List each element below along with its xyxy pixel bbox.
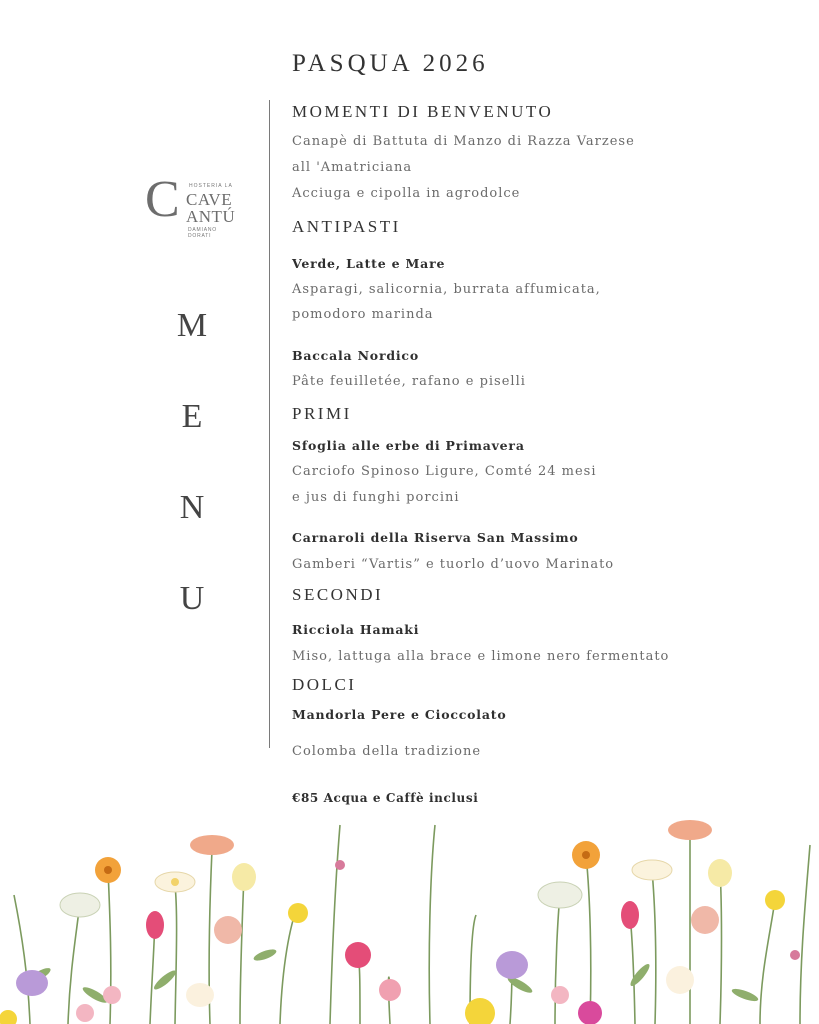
vertical-divider: [269, 100, 270, 748]
section-title-primi: PRIMI: [292, 404, 352, 423]
wildflowers-icon: [0, 805, 819, 1024]
dish-name: Ricciola Hamaki: [292, 622, 420, 637]
menu-letter: N: [179, 489, 205, 526]
dish-description: e jus di funghi porcini: [292, 490, 460, 505]
dish-description: pomodoro marinda: [292, 307, 434, 322]
section-title-secondi: SECONDI: [292, 585, 384, 604]
dish-description: Carciofo Spinoso Ligure, Comté 24 mesi: [292, 464, 597, 479]
logo-letter: C: [145, 171, 180, 228]
section-title-benvenuto: MOMENTI DI BENVENUTO: [292, 102, 554, 121]
menu-letter: M: [176, 307, 208, 344]
section-title-antipasti: ANTIPASTI: [292, 217, 401, 236]
item-description: Canapè di Battuta di Manzo di Razza Varzese: [292, 134, 635, 149]
dish-description: Gamberi “Vartis” e tuorlo d’uovo Marinato: [292, 557, 615, 572]
dish-name: Carnaroli della Riserva San Massimo: [292, 530, 579, 545]
dish-name: Sfoglia alle erbe di Primavera: [292, 438, 525, 453]
logo-small-bottom: DAMIANO DORATI: [188, 227, 217, 239]
dish-name: Baccala Nordico: [292, 348, 419, 363]
dish-name: Mandorla Pere e Cioccolato: [292, 707, 507, 722]
menu-vertical-label: [170, 306, 214, 670]
dish-name: Verde, Latte e Mare: [292, 256, 446, 271]
dish-description: Asparagi, salicornia, burrata affumicata,: [292, 282, 601, 297]
logo-small-top: HOSTERIA LA: [189, 183, 233, 189]
logo-word-2: ANTÚ: [186, 207, 236, 226]
page-title: PASQUA 2026: [292, 50, 489, 77]
menu-letter: E: [181, 398, 203, 435]
item-description: all 'Amatriciana: [292, 160, 413, 175]
item-description: Acciuga e cipolla in agrodolce: [292, 186, 521, 201]
logo-word-1: CAVE: [186, 190, 233, 209]
section-title-dolci: DOLCI: [292, 675, 357, 694]
dish-description: Colomba della tradizione: [292, 744, 482, 759]
price-note: €85 Acqua e Caffè inclusi: [292, 791, 479, 805]
dish-description: Pâte feuilletée, rafano e piselli: [292, 374, 526, 389]
restaurant-logo: [145, 171, 240, 239]
dish-description: Miso, lattuga alla brace e limone nero fermentato: [292, 649, 670, 664]
menu-letter: U: [179, 580, 205, 617]
